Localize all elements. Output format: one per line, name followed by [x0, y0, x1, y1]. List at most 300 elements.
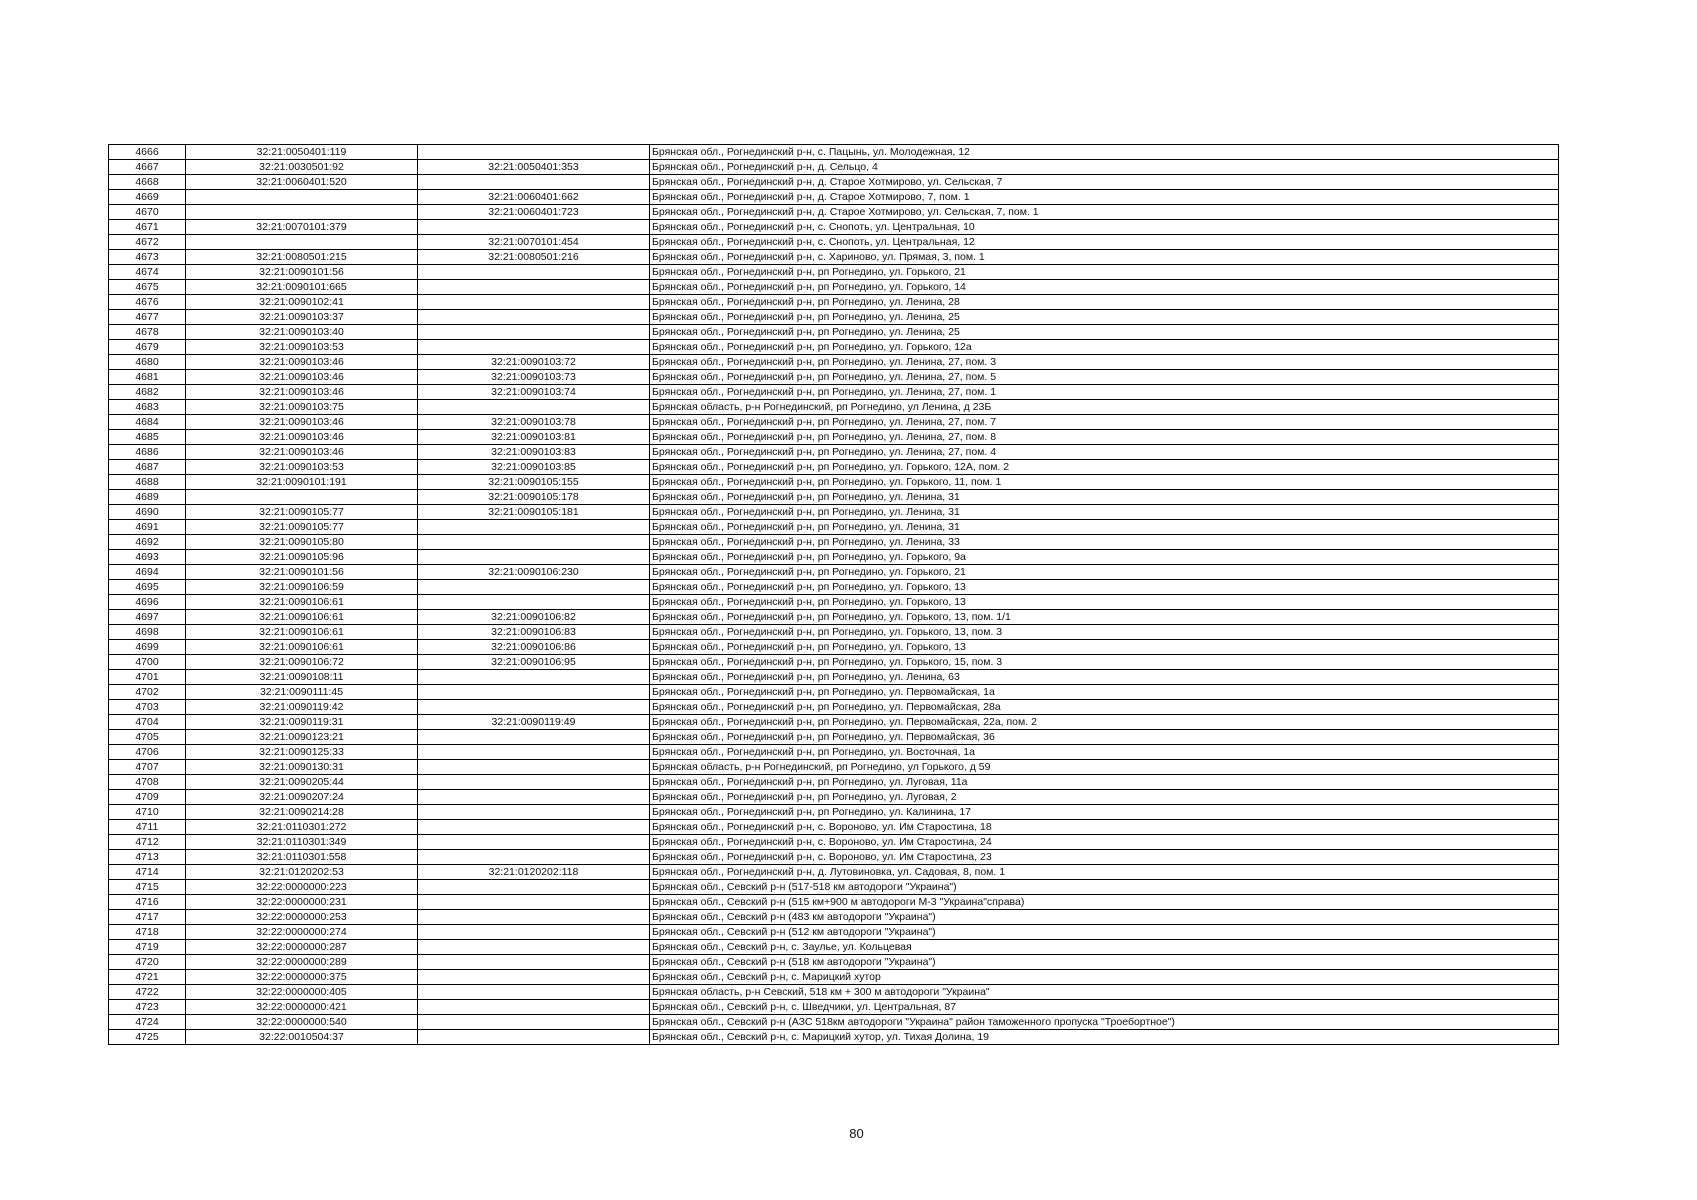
cadastral-number-cell: 32:22:0000000:421: [186, 1000, 418, 1015]
related-cadastral-number-cell: [418, 790, 650, 805]
cadastral-number-cell: 32:21:0030501:92: [186, 160, 418, 175]
related-cadastral-number-cell: 32:21:0090103:78: [418, 415, 650, 430]
page-number: 80: [849, 1126, 864, 1141]
cadastral-number-cell: 32:22:0000000:253: [186, 910, 418, 925]
row-number-cell: 4708: [109, 775, 186, 790]
address-cell: Брянская обл., Севский р-н, с. Шведчики, ул. Центральная, 87: [650, 1000, 1559, 1015]
row-number-cell: 4691: [109, 520, 186, 535]
address-cell: Брянская обл., Рогнединский р-н, рп Рогнедино, ул. Горького, 13: [650, 580, 1559, 595]
address-cell: Брянская обл., Рогнединский р-н, рп Рогнедино, ул. Ленина, 27, пом. 4: [650, 445, 1559, 460]
cadastral-number-cell: [186, 190, 418, 205]
table-row: [109, 700, 1559, 715]
related-cadastral-number-cell: [418, 685, 650, 700]
address-cell: Брянская обл., Рогнединский р-н, рп Рогнедино, ул. Горького, 21: [650, 265, 1559, 280]
table-row: [109, 820, 1559, 835]
address-cell: Брянская обл., Севский р-н (517-518 км автодороги "Украина"): [650, 880, 1559, 895]
row-number-cell: 4717: [109, 910, 186, 925]
cadastral-number-cell: 32:21:0090101:56: [186, 265, 418, 280]
cadastral-number-cell: 32:21:0090103:46: [186, 370, 418, 385]
table-row: [109, 745, 1559, 760]
table-row: [109, 640, 1559, 655]
cadastral-number-cell: [186, 235, 418, 250]
address-cell: Брянская обл., Рогнединский р-н, рп Рогнедино, ул. Горького, 14: [650, 280, 1559, 295]
cadastral-number-cell: 32:21:0090101:191: [186, 475, 418, 490]
table-row: [109, 175, 1559, 190]
related-cadastral-number-cell: [418, 895, 650, 910]
address-cell: Брянская обл., Рогнединский р-н, рп Рогнедино, ул. Луговая, 2: [650, 790, 1559, 805]
cadastral-number-cell: 32:21:0090103:46: [186, 430, 418, 445]
address-cell: Брянская обл., Рогнединский р-н, рп Рогнедино, ул. Ленина, 31: [650, 505, 1559, 520]
cadastral-number-cell: 32:21:0090106:59: [186, 580, 418, 595]
row-number-cell: 4692: [109, 535, 186, 550]
cadastral-number-cell: 32:21:0090103:46: [186, 415, 418, 430]
address-cell: Брянская обл., Рогнединский р-н, с. Снопоть, ул. Центральная, 10: [650, 220, 1559, 235]
table-row: [109, 385, 1559, 400]
address-cell: Брянская обл., Рогнединский р-н, рп Рогнедино, ул. Восточная, 1а: [650, 745, 1559, 760]
related-cadastral-number-cell: [418, 670, 650, 685]
related-cadastral-number-cell: [418, 595, 650, 610]
related-cadastral-number-cell: [418, 265, 650, 280]
table-row: [109, 865, 1559, 880]
cadastral-number-cell: 32:22:0000000:375: [186, 970, 418, 985]
table-row: [109, 805, 1559, 820]
table-row: [109, 415, 1559, 430]
related-cadastral-number-cell: 32:21:0070101:454: [418, 235, 650, 250]
row-number-cell: 4715: [109, 880, 186, 895]
table-row: [109, 250, 1559, 265]
cadastral-number-cell: 32:21:0120202:53: [186, 865, 418, 880]
table-row: [109, 955, 1559, 970]
table-row: [109, 475, 1559, 490]
row-number-cell: 4671: [109, 220, 186, 235]
related-cadastral-number-cell: [418, 910, 650, 925]
row-number-cell: 4675: [109, 280, 186, 295]
address-cell: Брянская обл., Рогнединский р-н, рп Рогнедино, ул. Горького, 9а: [650, 550, 1559, 565]
address-cell: Брянская обл., Рогнединский р-н, рп Рогнедино, ул. Ленина, 27, пом. 7: [650, 415, 1559, 430]
address-cell: Брянская обл., Севский р-н, с. Марицкий хутор, ул. Тихая Долина, 19: [650, 1030, 1559, 1045]
row-number-cell: 4703: [109, 700, 186, 715]
address-cell: Брянская обл., Рогнединский р-н, рп Рогнедино, ул. Первомайская, 36: [650, 730, 1559, 745]
address-cell: Брянская обл., Рогнединский р-н, рп Рогнедино, ул. Первомайская, 22а, пом. 2: [650, 715, 1559, 730]
row-number-cell: 4677: [109, 310, 186, 325]
related-cadastral-number-cell: 32:21:0060401:662: [418, 190, 650, 205]
related-cadastral-number-cell: 32:21:0090106:82: [418, 610, 650, 625]
table-body: [109, 145, 1559, 1045]
cadastral-number-cell: 32:21:0050401:119: [186, 145, 418, 160]
related-cadastral-number-cell: [418, 175, 650, 190]
address-cell: Брянская обл., Рогнединский р-н, рп Рогнедино, ул. Горького, 13, пом. 1/1: [650, 610, 1559, 625]
table-row: [109, 295, 1559, 310]
table-row: [109, 235, 1559, 250]
address-cell: Брянская обл., Рогнединский р-н, рп Рогнедино, ул. Ленина, 31: [650, 490, 1559, 505]
address-cell: Брянская обл., Севский р-н (АЗС 518км автодороги "Украина" район таможенного пропуска "Троебортное"): [650, 1015, 1559, 1030]
related-cadastral-number-cell: [418, 520, 650, 535]
table-row: [109, 610, 1559, 625]
table-row: [109, 280, 1559, 295]
table-row: [109, 790, 1559, 805]
row-number-cell: 4716: [109, 895, 186, 910]
row-number-cell: 4682: [109, 385, 186, 400]
address-cell: Брянская обл., Рогнединский р-н, рп Рогнедино, ул. Первомайская, 1а: [650, 685, 1559, 700]
table-row: [109, 505, 1559, 520]
row-number-cell: 4683: [109, 400, 186, 415]
related-cadastral-number-cell: [418, 340, 650, 355]
table-row: [109, 1015, 1559, 1030]
cadastral-number-cell: 32:21:0090119:31: [186, 715, 418, 730]
related-cadastral-number-cell: 32:21:0090103:73: [418, 370, 650, 385]
related-cadastral-number-cell: 32:21:0090119:49: [418, 715, 650, 730]
row-number-cell: 4705: [109, 730, 186, 745]
cadastral-number-cell: 32:21:0090103:75: [186, 400, 418, 415]
table-row: [109, 550, 1559, 565]
related-cadastral-number-cell: [418, 310, 650, 325]
related-cadastral-number-cell: 32:21:0050401:353: [418, 160, 650, 175]
cadastral-number-cell: 32:21:0090103:46: [186, 385, 418, 400]
related-cadastral-number-cell: 32:21:0090106:230: [418, 565, 650, 580]
cadastral-number-cell: 32:21:0090119:42: [186, 700, 418, 715]
cadastral-number-cell: 32:21:0090103:46: [186, 445, 418, 460]
related-cadastral-number-cell: 32:21:0090106:86: [418, 640, 650, 655]
row-number-cell: 4695: [109, 580, 186, 595]
address-cell: Брянская обл., Рогнединский р-н, рп Рогнедино, ул. Калинина, 17: [650, 805, 1559, 820]
cadastral-number-cell: 32:21:0090105:80: [186, 535, 418, 550]
row-number-cell: 4696: [109, 595, 186, 610]
cadastral-number-cell: 32:21:0090106:72: [186, 655, 418, 670]
related-cadastral-number-cell: [418, 220, 650, 235]
table-row: [109, 760, 1559, 775]
cadastral-number-cell: 32:22:0000000:287: [186, 940, 418, 955]
table-row: [109, 535, 1559, 550]
cadastral-number-cell: 32:21:0090105:77: [186, 505, 418, 520]
row-number-cell: 4704: [109, 715, 186, 730]
cadastral-number-cell: [186, 490, 418, 505]
cadastral-number-cell: 32:22:0000000:405: [186, 985, 418, 1000]
address-cell: Брянская обл., Севский р-н (512 км автодороги "Украина"): [650, 925, 1559, 940]
address-cell: Брянская обл., Рогнединский р-н, рп Рогнедино, ул. Ленина, 63: [650, 670, 1559, 685]
row-number-cell: 4701: [109, 670, 186, 685]
related-cadastral-number-cell: [418, 835, 650, 850]
related-cadastral-number-cell: [418, 1015, 650, 1030]
row-number-cell: 4698: [109, 625, 186, 640]
related-cadastral-number-cell: 32:21:0060401:723: [418, 205, 650, 220]
row-number-cell: 4720: [109, 955, 186, 970]
row-number-cell: 4697: [109, 610, 186, 625]
address-cell: Брянская обл., Рогнединский р-н, рп Рогнедино, ул. Горького, 13, пом. 3: [650, 625, 1559, 640]
address-cell: Брянская область, р-н Севский, 518 км + 300 м автодороги "Украина": [650, 985, 1559, 1000]
cadastral-number-cell: [186, 205, 418, 220]
address-cell: Брянская обл., Рогнединский р-н, рп Рогнедино, ул. Горького, 12а: [650, 340, 1559, 355]
cadastral-number-cell: 32:22:0000000:274: [186, 925, 418, 940]
address-cell: Брянская обл., Рогнединский р-н, д. Лутовиновка, ул. Садовая, 8, пом. 1: [650, 865, 1559, 880]
row-number-cell: 4689: [109, 490, 186, 505]
cadastral-number-cell: 32:21:0090108:11: [186, 670, 418, 685]
row-number-cell: 4686: [109, 445, 186, 460]
cadastral-number-cell: 32:21:0090101:665: [186, 280, 418, 295]
row-number-cell: 4718: [109, 925, 186, 940]
related-cadastral-number-cell: [418, 985, 650, 1000]
row-number-cell: 4673: [109, 250, 186, 265]
table-row: [109, 835, 1559, 850]
cadastral-number-cell: 32:21:0090103:37: [186, 310, 418, 325]
address-cell: Брянская обл., Севский р-н (518 км автодороги "Украина"): [650, 955, 1559, 970]
row-number-cell: 4712: [109, 835, 186, 850]
table-row: [109, 625, 1559, 640]
row-number-cell: 4714: [109, 865, 186, 880]
cadastral-number-cell: 32:21:0090103:53: [186, 460, 418, 475]
related-cadastral-number-cell: 32:21:0090105:155: [418, 475, 650, 490]
address-cell: Брянская обл., Рогнединский р-н, рп Рогнедино, ул. Первомайская, 28а: [650, 700, 1559, 715]
table-row: [109, 940, 1559, 955]
cadastral-number-cell: 32:21:0090103:40: [186, 325, 418, 340]
cadastral-number-cell: 32:22:0000000:540: [186, 1015, 418, 1030]
row-number-cell: 4681: [109, 370, 186, 385]
table-row: [109, 205, 1559, 220]
related-cadastral-number-cell: [418, 850, 650, 865]
related-cadastral-number-cell: [418, 805, 650, 820]
related-cadastral-number-cell: 32:21:0090106:95: [418, 655, 650, 670]
related-cadastral-number-cell: 32:21:0090106:83: [418, 625, 650, 640]
related-cadastral-number-cell: 32:21:0090105:178: [418, 490, 650, 505]
related-cadastral-number-cell: 32:21:0090103:81: [418, 430, 650, 445]
address-cell: Брянская обл., Рогнединский р-н, с. Хариново, ул. Прямая, 3, пом. 1: [650, 250, 1559, 265]
cadastral-number-cell: 32:21:0070101:379: [186, 220, 418, 235]
row-number-cell: 4700: [109, 655, 186, 670]
table-row: [109, 400, 1559, 415]
row-number-cell: 4710: [109, 805, 186, 820]
cadastral-number-cell: 32:21:0090214:28: [186, 805, 418, 820]
related-cadastral-number-cell: [418, 700, 650, 715]
address-cell: Брянская обл., Рогнединский р-н, рп Рогнедино, ул. Горького, 21: [650, 565, 1559, 580]
table-row: [109, 490, 1559, 505]
row-number-cell: 4668: [109, 175, 186, 190]
related-cadastral-number-cell: [418, 550, 650, 565]
cadastral-number-cell: 32:21:0090105:96: [186, 550, 418, 565]
cadastral-number-cell: 32:21:0110301:349: [186, 835, 418, 850]
address-cell: Брянская обл., Рогнединский р-н, д. Старое Хотмирово, ул. Сельская, 7, пом. 1: [650, 205, 1559, 220]
related-cadastral-number-cell: [418, 295, 650, 310]
row-number-cell: 4672: [109, 235, 186, 250]
related-cadastral-number-cell: 32:21:0080501:216: [418, 250, 650, 265]
related-cadastral-number-cell: [418, 145, 650, 160]
cadastral-number-cell: 32:21:0090101:56: [186, 565, 418, 580]
related-cadastral-number-cell: [418, 970, 650, 985]
table-row: [109, 580, 1559, 595]
address-cell: Брянская обл., Рогнединский р-н, д. Старое Хотмирово, ул. Сельская, 7: [650, 175, 1559, 190]
related-cadastral-number-cell: 32:21:0120202:118: [418, 865, 650, 880]
address-cell: Брянская обл., Рогнединский р-н, с. Вороново, ул. Им Старостина, 18: [650, 820, 1559, 835]
table-row: [109, 430, 1559, 445]
address-cell: Брянская обл., Рогнединский р-н, д. Старое Хотмирово, 7, пом. 1: [650, 190, 1559, 205]
table-row: [109, 325, 1559, 340]
table-row: [109, 670, 1559, 685]
address-cell: Брянская область, р-н Рогнединский, рп Рогнедино, ул Ленина, д 23Б: [650, 400, 1559, 415]
table-row: [109, 445, 1559, 460]
table-row: [109, 925, 1559, 940]
address-cell: Брянская обл., Севский р-н (483 км автодороги "Украина"): [650, 910, 1559, 925]
row-number-cell: 4709: [109, 790, 186, 805]
address-cell: Брянская обл., Рогнединский р-н, рп Рогнедино, ул. Горького, 15, пом. 3: [650, 655, 1559, 670]
cadastral-number-cell: 32:21:0090102:41: [186, 295, 418, 310]
cadastral-number-cell: 32:21:0090103:46: [186, 355, 418, 370]
cadastral-number-cell: 32:21:0110301:272: [186, 820, 418, 835]
table-row: [109, 460, 1559, 475]
cadastral-number-cell: 32:21:0090106:61: [186, 625, 418, 640]
row-number-cell: 4688: [109, 475, 186, 490]
address-cell: Брянская обл., Рогнединский р-н, рп Рогнедино, ул. Горького, 12А, пом. 2: [650, 460, 1559, 475]
row-number-cell: 4693: [109, 550, 186, 565]
row-number-cell: 4666: [109, 145, 186, 160]
table-row: [109, 220, 1559, 235]
row-number-cell: 4713: [109, 850, 186, 865]
related-cadastral-number-cell: [418, 760, 650, 775]
table-row: [109, 775, 1559, 790]
cadastral-number-cell: 32:21:0060401:520: [186, 175, 418, 190]
table-row: [109, 565, 1559, 580]
related-cadastral-number-cell: [418, 1000, 650, 1015]
related-cadastral-number-cell: [418, 280, 650, 295]
table-row: [109, 715, 1559, 730]
table-row: [109, 730, 1559, 745]
cadastral-number-cell: 32:21:0110301:558: [186, 850, 418, 865]
row-number-cell: 4679: [109, 340, 186, 355]
cadastral-number-cell: 32:21:0090106:61: [186, 595, 418, 610]
address-cell: Брянская обл., Рогнединский р-н, с. Вороново, ул. Им Старостина, 24: [650, 835, 1559, 850]
row-number-cell: 4707: [109, 760, 186, 775]
related-cadastral-number-cell: 32:21:0090105:181: [418, 505, 650, 520]
cadastral-number-cell: 32:21:0090207:24: [186, 790, 418, 805]
related-cadastral-number-cell: 32:21:0090103:74: [418, 385, 650, 400]
table-row: [109, 655, 1559, 670]
row-number-cell: 4702: [109, 685, 186, 700]
cadastral-number-cell: 32:21:0090111:45: [186, 685, 418, 700]
related-cadastral-number-cell: [418, 880, 650, 895]
row-number-cell: 4674: [109, 265, 186, 280]
related-cadastral-number-cell: 32:21:0090103:83: [418, 445, 650, 460]
row-number-cell: 4685: [109, 430, 186, 445]
related-cadastral-number-cell: [418, 745, 650, 760]
row-number-cell: 4690: [109, 505, 186, 520]
address-cell: Брянская обл., Рогнединский р-н, рп Рогнедино, ул. Ленина, 31: [650, 520, 1559, 535]
row-number-cell: 4711: [109, 820, 186, 835]
address-cell: Брянская обл., Рогнединский р-н, рп Рогнедино, ул. Ленина, 25: [650, 310, 1559, 325]
address-cell: Брянская обл., Рогнединский р-н, д. Сельцо, 4: [650, 160, 1559, 175]
address-cell: Брянская обл., Рогнединский р-н, рп Рогнедино, ул. Ленина, 27, пом. 5: [650, 370, 1559, 385]
table-row: [109, 970, 1559, 985]
address-cell: Брянская обл., Рогнединский р-н, рп Рогнедино, ул. Горького, 13: [650, 595, 1559, 610]
row-number-cell: 4669: [109, 190, 186, 205]
cadastral-number-cell: 32:21:0090205:44: [186, 775, 418, 790]
row-number-cell: 4667: [109, 160, 186, 175]
cadastral-number-cell: 32:22:0000000:289: [186, 955, 418, 970]
row-number-cell: 4687: [109, 460, 186, 475]
table-row: [109, 850, 1559, 865]
row-number-cell: 4670: [109, 205, 186, 220]
address-cell: Брянская обл., Севский р-н, с. Марицкий хутор: [650, 970, 1559, 985]
cadastral-number-cell: 32:21:0080501:215: [186, 250, 418, 265]
related-cadastral-number-cell: [418, 730, 650, 745]
address-cell: Брянская обл., Рогнединский р-н, рп Рогнедино, ул. Горького, 13: [650, 640, 1559, 655]
table-row: [109, 160, 1559, 175]
address-cell: Брянская обл., Рогнединский р-н, рп Рогнедино, ул. Горького, 11, пом. 1: [650, 475, 1559, 490]
row-number-cell: 4724: [109, 1015, 186, 1030]
related-cadastral-number-cell: [418, 535, 650, 550]
related-cadastral-number-cell: [418, 775, 650, 790]
row-number-cell: 4699: [109, 640, 186, 655]
table-row: [109, 910, 1559, 925]
row-number-cell: 4721: [109, 970, 186, 985]
related-cadastral-number-cell: [418, 940, 650, 955]
row-number-cell: 4723: [109, 1000, 186, 1015]
address-cell: Брянская обл., Рогнединский р-н, рп Рогнедино, ул. Ленина, 27, пом. 8: [650, 430, 1559, 445]
table-row: [109, 880, 1559, 895]
address-cell: Брянская обл., Рогнединский р-н, рп Рогнедино, ул. Ленина, 25: [650, 325, 1559, 340]
address-cell: Брянская обл., Рогнединский р-н, с. Пацынь, ул. Молодежная, 12: [650, 145, 1559, 160]
row-number-cell: 4676: [109, 295, 186, 310]
cadastral-number-cell: 32:22:0000000:223: [186, 880, 418, 895]
related-cadastral-number-cell: [418, 1030, 650, 1045]
table-row: [109, 985, 1559, 1000]
address-cell: Брянская обл., Севский р-н (515 км+900 м автодороги М-3 "Украина"справа): [650, 895, 1559, 910]
related-cadastral-number-cell: 32:21:0090103:85: [418, 460, 650, 475]
row-number-cell: 4719: [109, 940, 186, 955]
row-number-cell: 4694: [109, 565, 186, 580]
address-cell: Брянская обл., Рогнединский р-н, рп Рогнедино, ул. Ленина, 33: [650, 535, 1559, 550]
table-row: [109, 895, 1559, 910]
table-row: [109, 310, 1559, 325]
row-number-cell: 4725: [109, 1030, 186, 1045]
cadastral-number-cell: 32:22:0010504:37: [186, 1030, 418, 1045]
address-cell: Брянская обл., Рогнединский р-н, рп Рогнедино, ул. Ленина, 28: [650, 295, 1559, 310]
address-cell: Брянская область, р-н Рогнединский, рп Рогнедино, ул Горького, д 59: [650, 760, 1559, 775]
cadastral-number-cell: 32:21:0090125:33: [186, 745, 418, 760]
table-row: [109, 145, 1559, 160]
row-number-cell: 4706: [109, 745, 186, 760]
cadastral-number-cell: 32:21:0090106:61: [186, 610, 418, 625]
table-row: [109, 520, 1559, 535]
cadastral-table: [108, 144, 1559, 1045]
table-row: [109, 1000, 1559, 1015]
cadastral-number-cell: 32:21:0090103:53: [186, 340, 418, 355]
table-row: [109, 595, 1559, 610]
related-cadastral-number-cell: [418, 925, 650, 940]
address-cell: Брянская обл., Севский р-н, с. Заулье, ул. Кольцевая: [650, 940, 1559, 955]
related-cadastral-number-cell: [418, 325, 650, 340]
cadastral-number-cell: 32:21:0090106:61: [186, 640, 418, 655]
cadastral-number-cell: 32:22:0000000:231: [186, 895, 418, 910]
row-number-cell: 4680: [109, 355, 186, 370]
table-row: [109, 190, 1559, 205]
table-row: [109, 1030, 1559, 1045]
table-row: [109, 355, 1559, 370]
address-cell: Брянская обл., Рогнединский р-н, с. Снопоть, ул. Центральная, 12: [650, 235, 1559, 250]
cadastral-number-cell: 32:21:0090130:31: [186, 760, 418, 775]
related-cadastral-number-cell: [418, 400, 650, 415]
related-cadastral-number-cell: [418, 580, 650, 595]
address-cell: Брянская обл., Рогнединский р-н, с. Вороново, ул. Им Старостина, 23: [650, 850, 1559, 865]
table-row: [109, 265, 1559, 280]
table-row: [109, 685, 1559, 700]
address-cell: Брянская обл., Рогнединский р-н, рп Рогнедино, ул. Ленина, 27, пом. 1: [650, 385, 1559, 400]
table-row: [109, 340, 1559, 355]
related-cadastral-number-cell: 32:21:0090103:72: [418, 355, 650, 370]
cadastral-number-cell: 32:21:0090105:77: [186, 520, 418, 535]
row-number-cell: 4684: [109, 415, 186, 430]
row-number-cell: 4678: [109, 325, 186, 340]
row-number-cell: 4722: [109, 985, 186, 1000]
cadastral-number-cell: 32:21:0090123:21: [186, 730, 418, 745]
address-cell: Брянская обл., Рогнединский р-н, рп Рогнедино, ул. Ленина, 27, пом. 3: [650, 355, 1559, 370]
related-cadastral-number-cell: [418, 955, 650, 970]
